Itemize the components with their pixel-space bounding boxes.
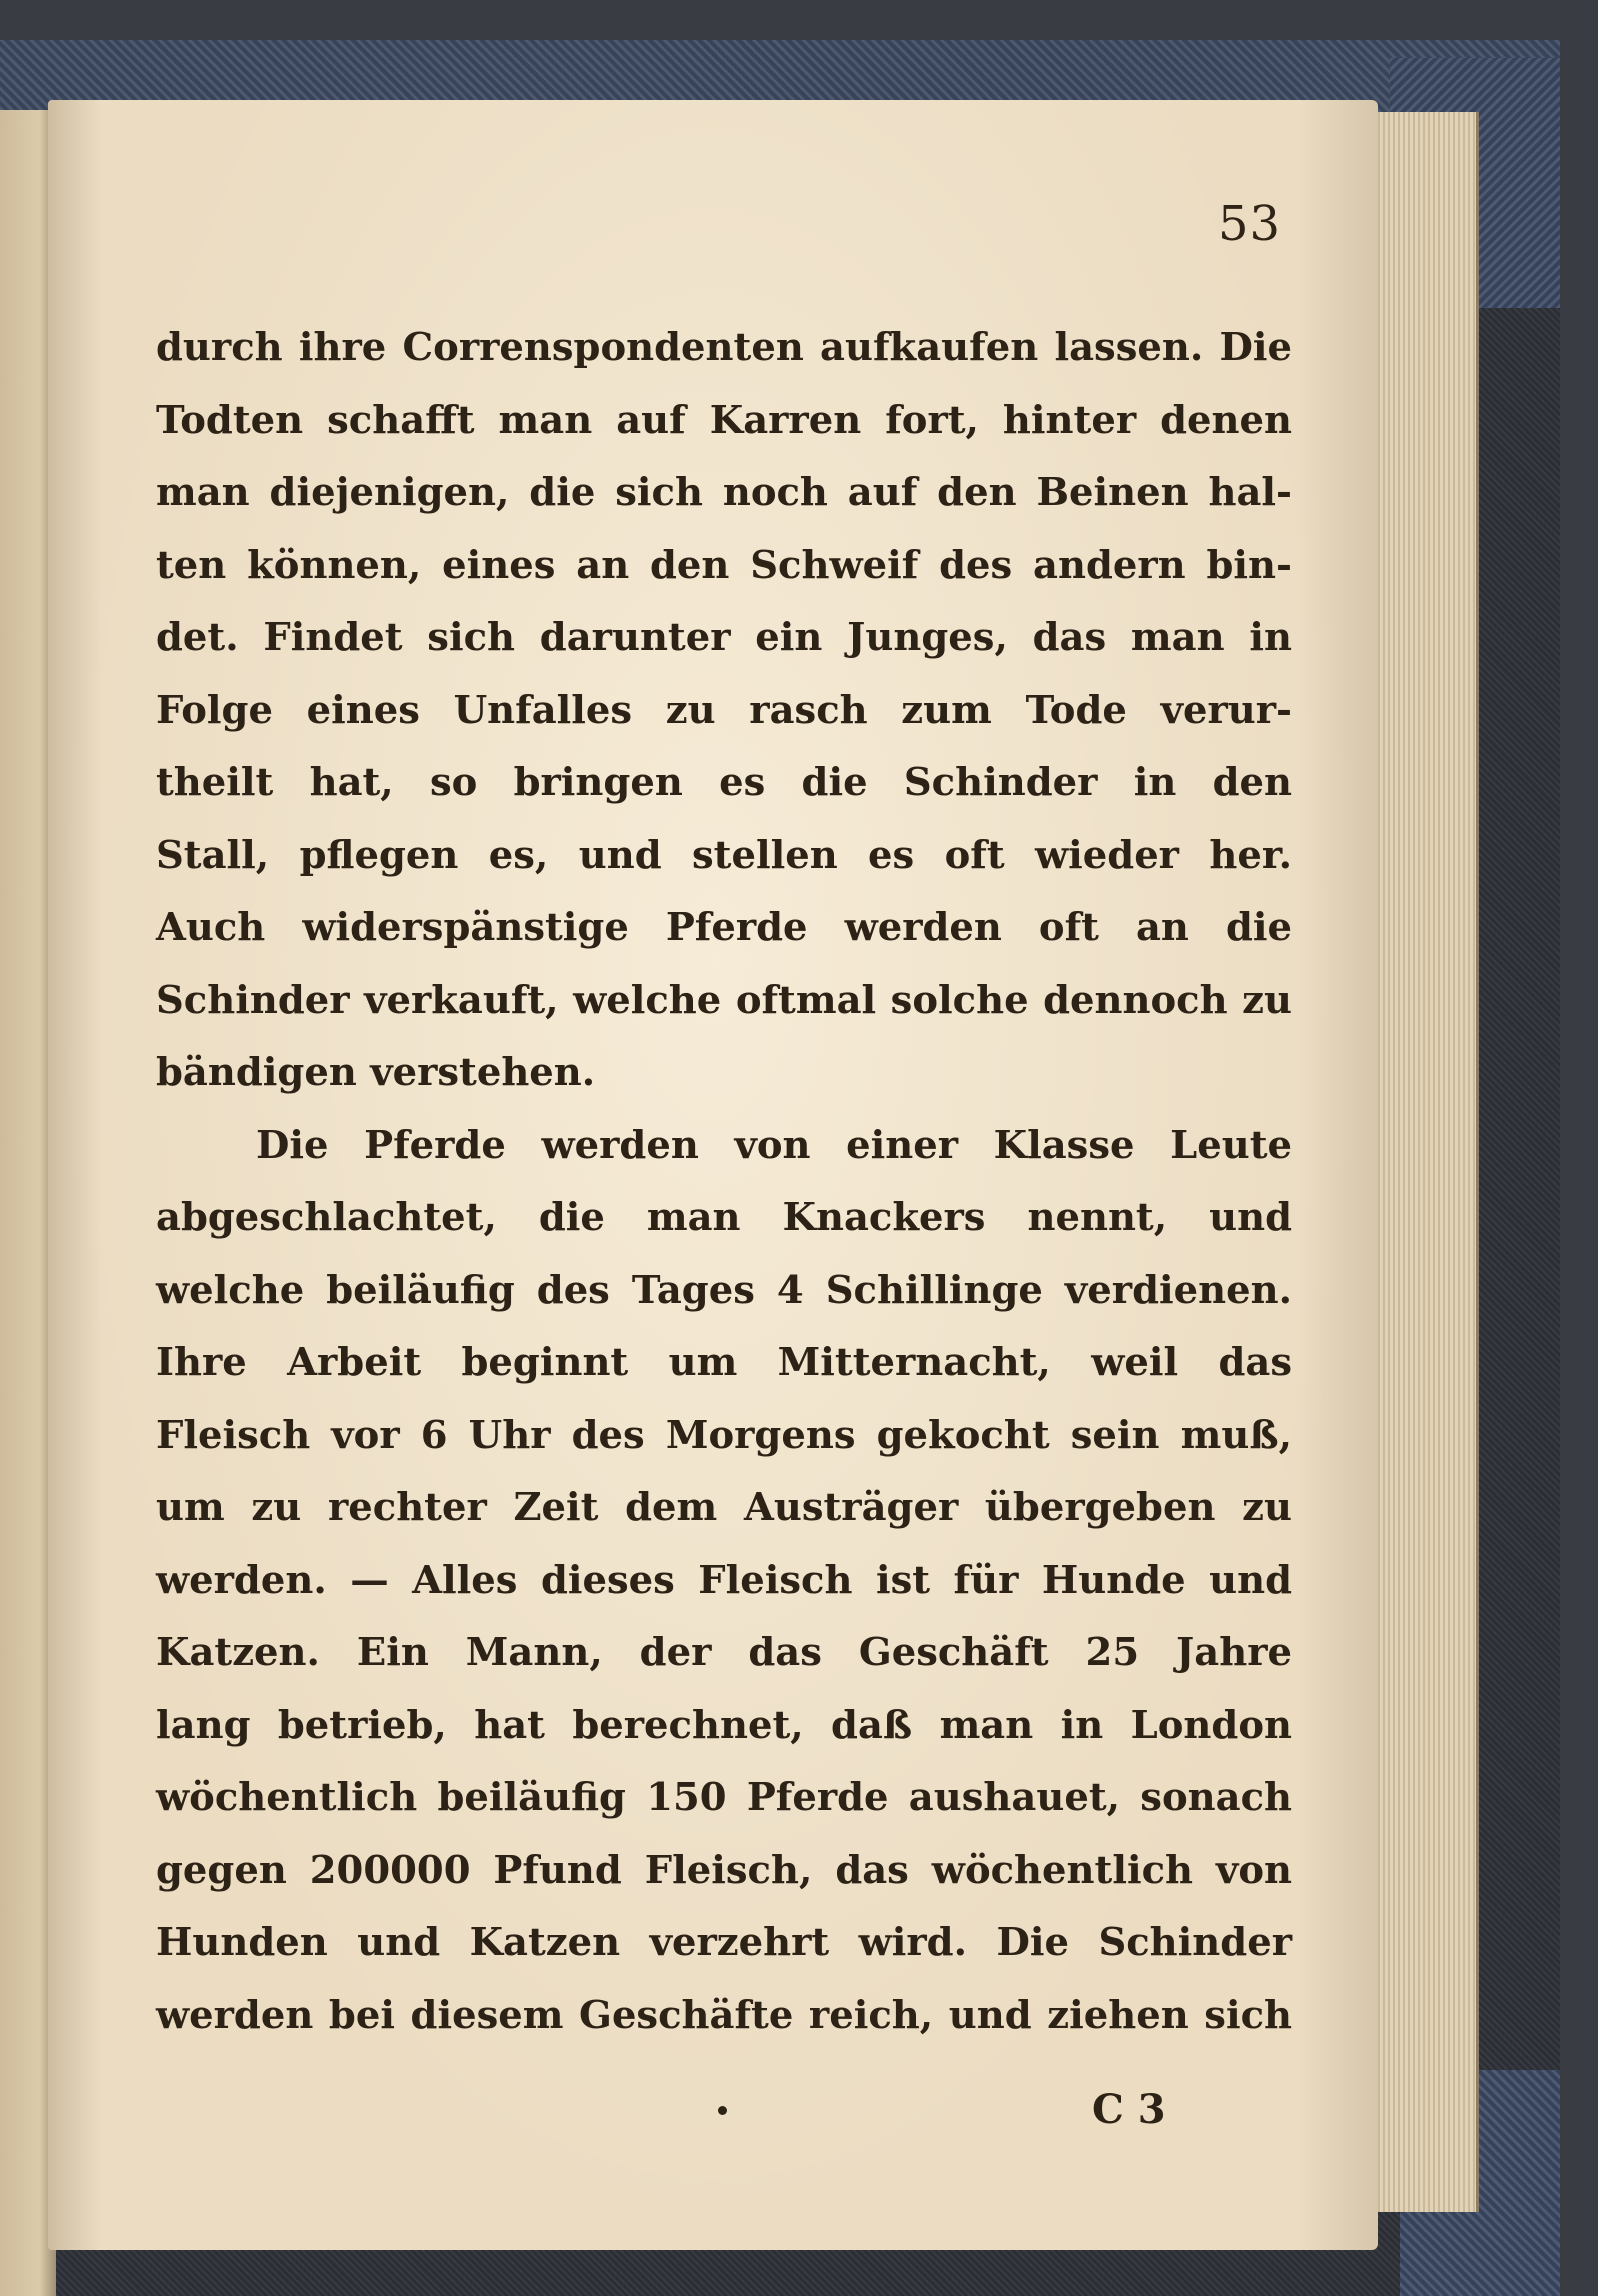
text-line: um zu rechter Zeit dem Austräger übergeben zu	[156, 1485, 1292, 1530]
page-text	[156, 312, 1292, 2052]
text-line: det. Findet sich darunter ein Junges, das man in	[156, 615, 1292, 660]
text-line: Folge eines Unfalles zu rasch zum Tode verur-	[156, 687, 1292, 733]
page-number: 53	[1218, 196, 1282, 252]
signature-dot	[718, 2106, 727, 2115]
text-line: Ihre Arbeit beginnt um Mitternacht, weil das	[156, 1340, 1292, 1385]
text-line: durch ihre Correnspondenten aufkaufen lassen. Die	[156, 325, 1292, 370]
signature-mark: C 3	[1092, 2086, 1166, 2133]
text-line: Die Pferde werden von einer Klasse Leute	[256, 1122, 1292, 1168]
text-line: gegen 200000 Pfund Fleisch, das wöchentlich von	[156, 1847, 1292, 1893]
text-line: Katzen. Ein Mann, der das Geschäft 25 Jahre	[156, 1630, 1292, 1675]
text-line: bändigen verstehen.	[156, 1050, 596, 1095]
text-line: welche beiläufig des Tages 4 Schillinge verdienen.	[156, 1267, 1292, 1313]
text-line: Fleisch vor 6 Uhr des Morgens gekocht sein muß,	[156, 1412, 1292, 1458]
text-line: abgeschlachtet, die man Knackers nennt, und	[156, 1195, 1292, 1240]
text-line: Auch widerspänstige Pferde werden oft an die	[156, 905, 1292, 950]
text-line: Todten schafft man auf Karren fort, hinter denen	[156, 397, 1292, 443]
text-line: werden bei diesem Geschäfte reich, und ziehen sich	[156, 1992, 1292, 2038]
text-line: Hunden und Katzen verzehrt wird. Die Schinder	[156, 1920, 1292, 1965]
text-line: Stall, pflegen es, und stellen es oft wieder her.	[156, 832, 1292, 878]
text-line: theilt hat, so bringen es die Schinder in den	[156, 760, 1292, 805]
text-line: Schinder verkauft, welche oftmal solche dennoch zu	[156, 977, 1292, 1023]
text-line: werden. — Alles dieses Fleisch ist für Hunde und	[156, 1557, 1292, 1603]
text-line: man diejenigen, die sich noch auf den Beinen hal-	[156, 470, 1292, 515]
text-line: wöchentlich beiläufig 150 Pferde aushauet, sonach	[156, 1775, 1292, 1820]
text-line: lang betrieb, hat berechnet, daß man in London	[156, 1702, 1292, 1748]
text-line: ten können, eines an den Schweif des andern bin-	[156, 542, 1292, 588]
